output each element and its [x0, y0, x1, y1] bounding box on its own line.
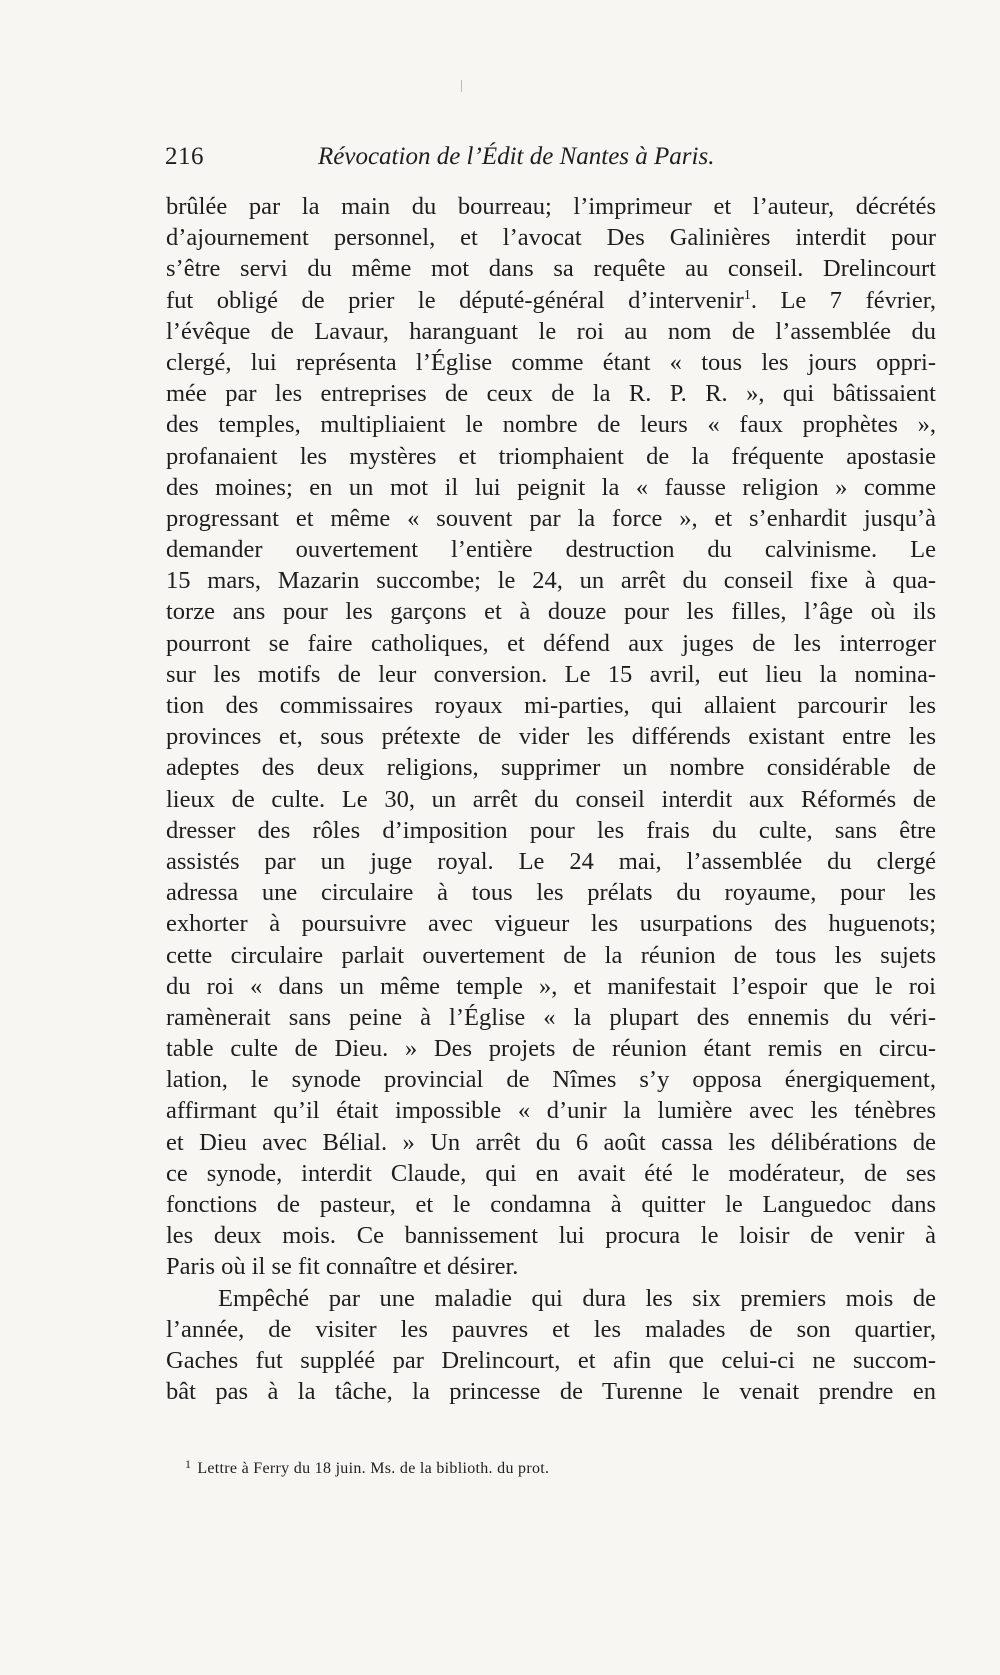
text-line: exhorter à poursuivre avec vigueur les usurpations des huguenots;: [166, 910, 936, 938]
text-line: adeptes des deux religions, supprimer un nombre considérable de: [166, 754, 936, 782]
text-segment: . Le 7 février,: [750, 286, 936, 314]
page-number: 216: [165, 143, 204, 170]
text-line: fonctions de pasteur, et le condamna à quitter le Languedoc dans: [166, 1191, 936, 1218]
text-line: table culte de Dieu. » Des projets de réunion étant remis en circu-: [166, 1035, 936, 1063]
footnote-text: Lettre à Ferry du 18 juin. Ms. de la biblioth. du prot.: [197, 1460, 550, 1477]
margin-mark: [461, 80, 462, 92]
text-line: 15 mars, Mazarin succombe; le 24, un arrêt du conseil fixe à qua-: [166, 567, 936, 595]
text-line: l’année, de visiter les pauvres et les malades de son quartier,: [166, 1315, 936, 1343]
text-line: demander ouvertement l’entière destruction du calvinisme. Le: [166, 536, 936, 564]
text-line: les deux mois. Ce bannissement lui procura le loisir de venir à: [166, 1222, 936, 1250]
text-line: des moines; en un mot il lui peignit la « fausse religion » comme: [166, 473, 936, 501]
text-line: du roi « dans un même temple », et manifestait l’espoir que le roi: [166, 972, 936, 1000]
text-line: mée par les entreprises de ceux de la R. P. R. », qui bâtissaient: [166, 380, 936, 408]
text-line: dresser des rôles d’imposition pour les frais du culte, sans être: [166, 816, 936, 844]
text-line: sur les motifs de leur conversion. Le 15 avril, eut lieu la nomina-: [166, 660, 936, 688]
text-line-with-note: [166, 285, 936, 316]
text-line: lieux de culte. Le 30, un arrêt du conseil interdit aux Réformés de: [166, 785, 936, 813]
text-segment: fut obligé de prier le député-général d’intervenir: [166, 286, 744, 314]
text-line: et Dieu avec Bélial. » Un arrêt du 6 août cassa les délibérations de: [166, 1128, 936, 1156]
text-line: affirmant qu’il était impossible « d’unir la lumière avec les ténèbres: [166, 1097, 936, 1125]
text-line: lation, le synode provincial de Nîmes s’y opposa énergiquement,: [166, 1066, 936, 1094]
paragraph-end-line: Paris où il se fit connaître et désirer.: [166, 1253, 519, 1281]
text-line: ramènerait sans peine à l’Église « la plupart des ennemis du véri-: [166, 1003, 936, 1031]
text-line: d’ajournement personnel, et l’avocat Des Galinières interdit pour: [166, 224, 936, 252]
footnote-reference: 1: [743, 287, 751, 303]
text-line: tion des commissaires royaux mi-parties, qui allaient parcourir les: [166, 692, 936, 719]
text-line: progressant et même « souvent par la force », et s’enhardit jusqu’à: [166, 504, 936, 532]
text-line: provinces et, sous prétexte de vider les différends existant entre les: [166, 723, 936, 751]
body-text: [166, 191, 936, 1407]
text-line: pourront se faire catholiques, et défend aux juges de les interroger: [166, 629, 936, 657]
text-line: assistés par un juge royal. Le 24 mai, l’assemblée du clergé: [166, 847, 936, 875]
text-line: l’évêque de Lavaur, haranguant le roi au nom de l’assemblée du: [166, 317, 936, 345]
text-line: ce synode, interdit Claude, qui en avait été le modérateur, de ses: [166, 1159, 936, 1187]
text-line: s’être servi du même mot dans sa requête au conseil. Drelincourt: [166, 255, 936, 283]
page-header: [165, 143, 775, 183]
paragraph-start-line: Empêché par une maladie qui dura les six premiers mois de: [218, 1284, 936, 1312]
text-line: cette circulaire parlait ouvertement de la réunion de tous les sujets: [166, 941, 936, 969]
footnote: [185, 1457, 549, 1478]
text-line: bât pas à la tâche, la princesse de Turenne le venait prendre en: [166, 1378, 936, 1406]
footnote-mark: 1: [185, 1457, 192, 1471]
running-title: Révocation de l’Édit de Nantes à Paris.: [318, 143, 715, 170]
text-line: profanaient les mystères et triomphaient de la fréquente apostasie: [166, 442, 936, 470]
text-line: torze ans pour les garçons et à douze pour les filles, l’âge où ils: [166, 598, 936, 626]
text-line: Gaches fut suppléé par Drelincourt, et afin que celui-ci ne succom-: [166, 1346, 936, 1374]
text-line: clergé, lui représenta l’Église comme étant « tous les jours oppri-: [166, 348, 936, 376]
text-line: brûlée par la main du bourreau; l’imprimeur et l’auteur, décrétés: [166, 193, 936, 220]
text-line: adressa une circulaire à tous les prélats du royaume, pour les: [166, 879, 936, 907]
text-line: des temples, multipliaient le nombre de leurs « faux prophètes »,: [166, 411, 936, 439]
